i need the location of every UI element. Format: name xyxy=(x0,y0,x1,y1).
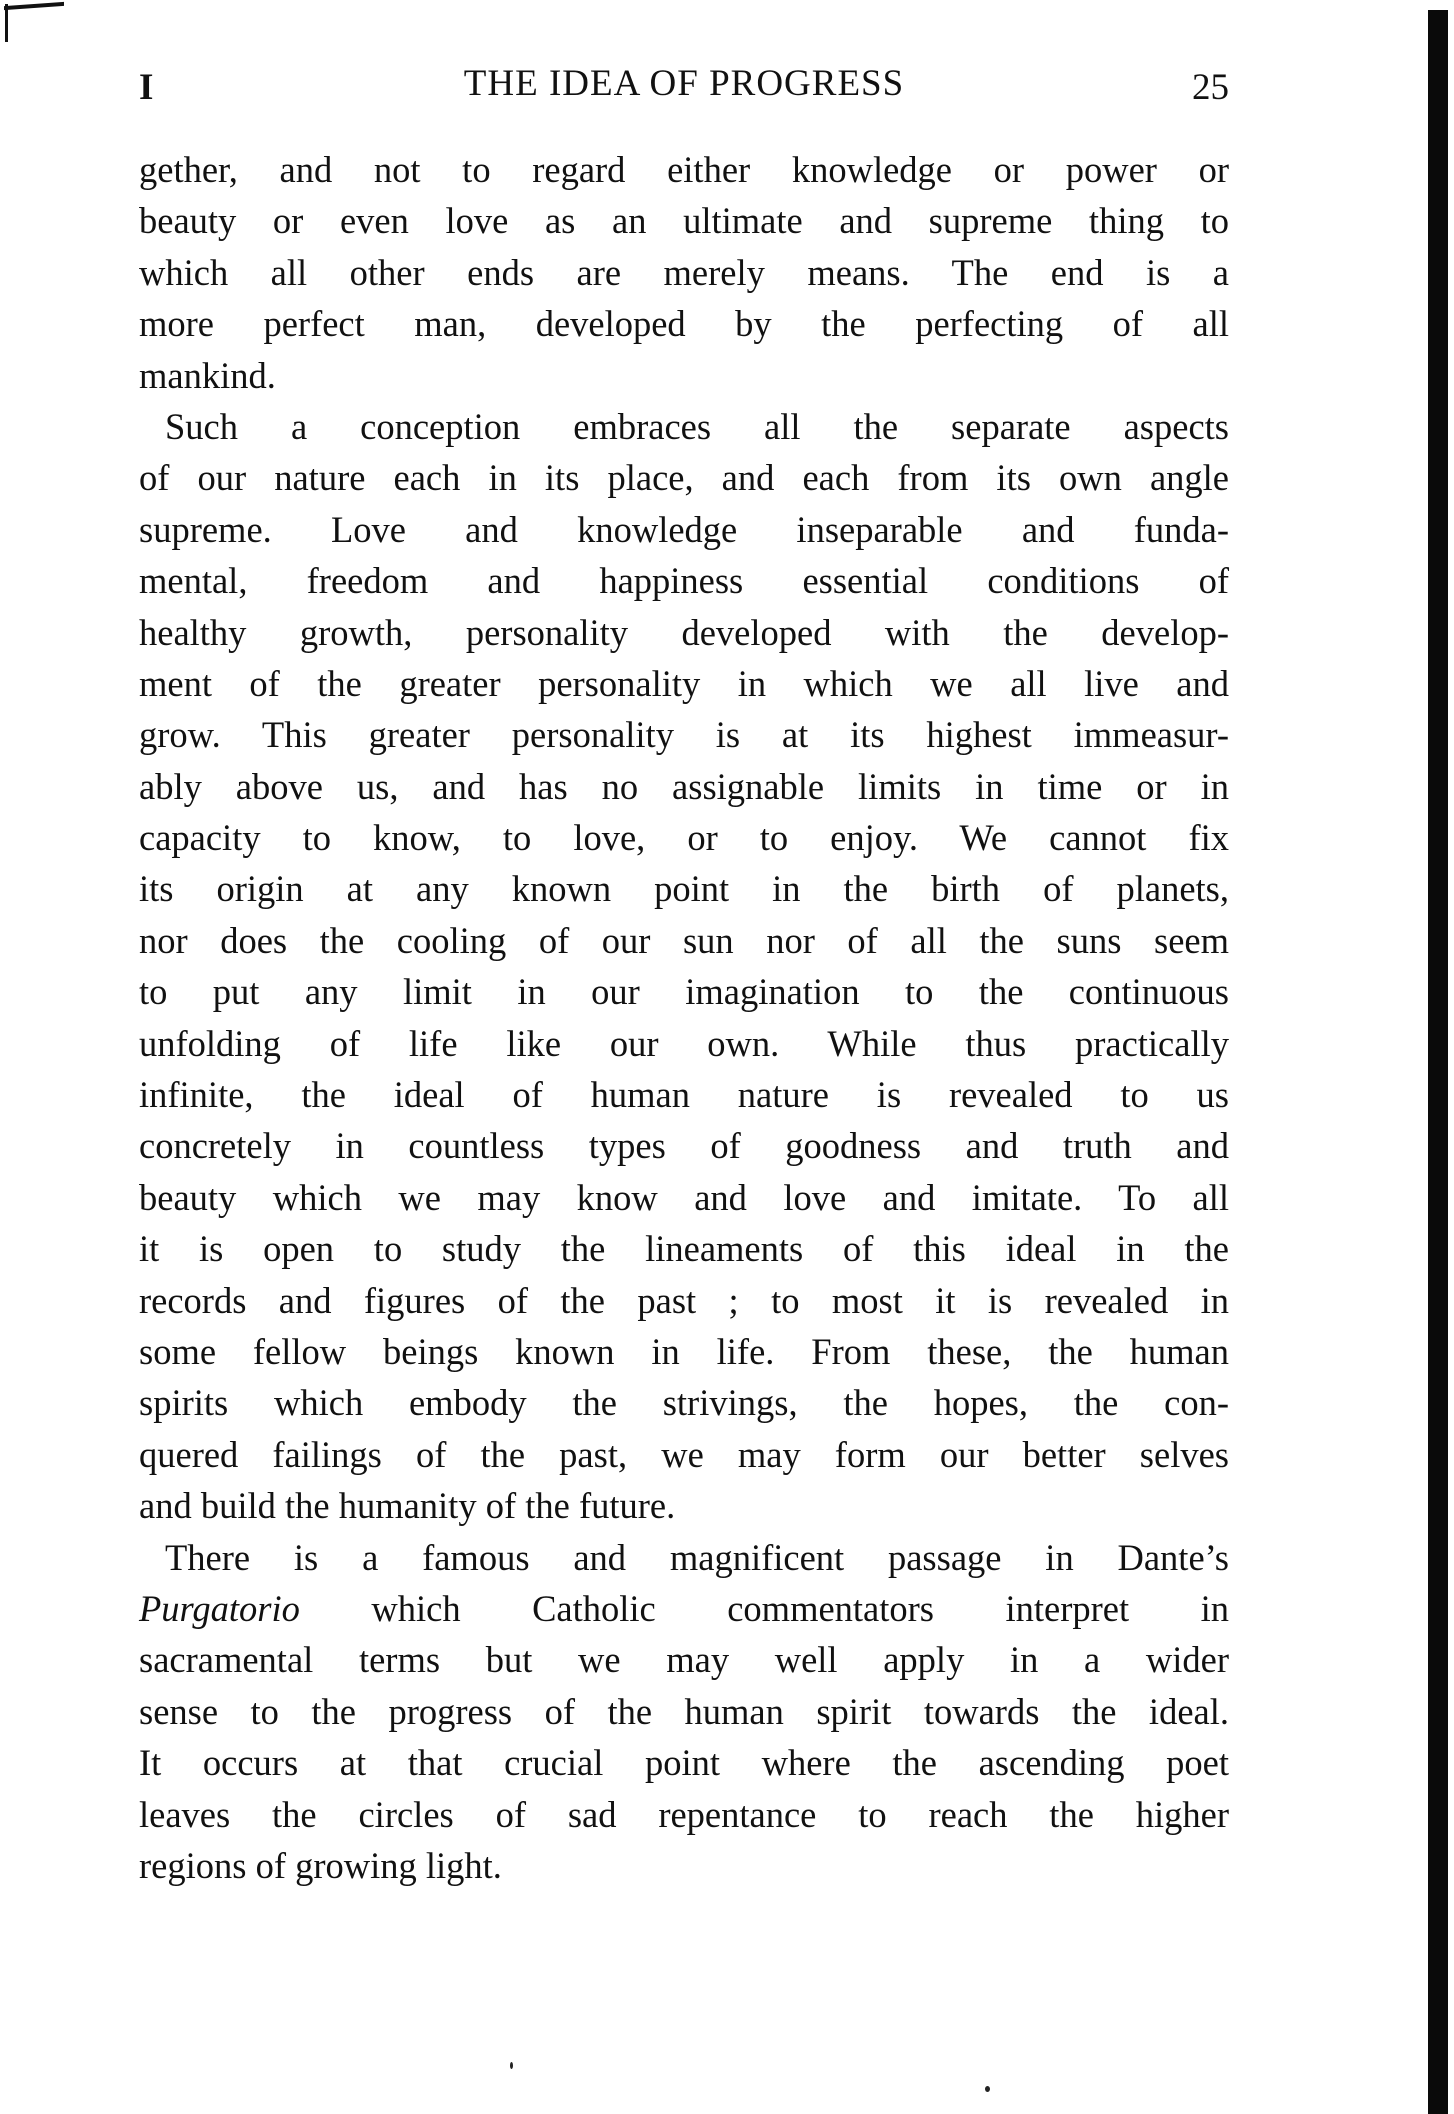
scan-corner-mark xyxy=(4,2,64,10)
text-line: its origin at any known point in the birth of planets, xyxy=(139,868,1229,910)
running-header xyxy=(139,62,1229,112)
text-line: mental, freedom and happiness essential conditions of xyxy=(139,560,1229,602)
text-line: ment of the greater personality in which we all live and xyxy=(139,662,1229,704)
text-line: more perfect man, developed by the perfecting of all xyxy=(139,303,1229,345)
text-line: sacramental terms but we may well apply in a wider xyxy=(139,1639,1229,1681)
scan-speck xyxy=(510,2062,513,2069)
text-line: ably above us, and has no assignable limits in time or in xyxy=(139,765,1229,807)
text-line: supreme. Love and knowledge inseparable and funda- xyxy=(139,508,1229,550)
text-line: quered failings of the past, we may form our better selves xyxy=(139,1433,1229,1475)
text-line: concretely in countless types of goodness and truth and xyxy=(139,1125,1229,1167)
text-line: leaves the circles of sad repentance to reach the higher xyxy=(139,1793,1229,1835)
scan-page-edge-bar xyxy=(1428,10,1448,2114)
text-line: mankind. xyxy=(139,354,276,396)
text-line: gether, and not to regard either knowledge or power or xyxy=(139,149,1229,190)
text-line: infinite, the ideal of human nature is revealed to us xyxy=(139,1074,1229,1116)
chapter-number: I xyxy=(139,67,154,108)
text-line: it is open to study the lineaments of this ideal in the xyxy=(139,1228,1229,1270)
text-line: grow. This greater personality is at its highest immeasur- xyxy=(139,714,1229,756)
text-line xyxy=(139,1583,1229,1634)
running-title: THE IDEA OF PROGRESS xyxy=(463,63,905,104)
text-line: healthy growth, personality developed with the develop- xyxy=(139,611,1229,653)
text-line: beauty or even love as an ultimate and supreme thing to xyxy=(139,200,1229,242)
text-line: spirits which embody the strivings, the hopes, the con- xyxy=(139,1382,1229,1424)
text-line: which all other ends are merely means. The end is a xyxy=(139,251,1229,293)
scan-speck xyxy=(985,2086,990,2092)
text-line-rest: which Catholic commentators interpret in xyxy=(299,1587,1229,1629)
scan-corner-mark-vertical xyxy=(5,4,8,42)
paragraph xyxy=(139,401,1229,1532)
text-line: records and figures of the past ; to most it is revealed in xyxy=(139,1279,1229,1321)
text-line: and build the humanity of the future. xyxy=(139,1485,676,1527)
text-line: capacity to know, to love, or to enjoy. We cannot fix xyxy=(139,817,1229,859)
paragraph xyxy=(139,1532,1229,1892)
text-line: nor does the cooling of our sun nor of all the suns seem xyxy=(139,919,1229,961)
text-line: It occurs at that crucial point where the ascending poet xyxy=(139,1742,1229,1784)
text-line: of our nature each in its place, and each from its own angle xyxy=(139,457,1229,499)
paragraph xyxy=(139,144,1229,401)
italic-title: Purgatorio xyxy=(139,1587,300,1629)
text-line: to put any limit in our imagination to the continuous xyxy=(139,971,1229,1013)
text-line: There is a famous and magnificent passage in Dante’s xyxy=(165,1536,1229,1578)
text-line: unfolding of life like our own. While thus practically xyxy=(139,1022,1229,1064)
text-line: regions of growing light. xyxy=(139,1844,502,1886)
page-number: 25 xyxy=(1192,67,1229,108)
text-line: beauty which we may know and love and imitate. To all xyxy=(139,1176,1229,1218)
text-line: Such a conception embraces all the separate aspects xyxy=(165,405,1229,447)
text-line: some fellow beings known in life. From these, the human xyxy=(139,1330,1229,1372)
body-text xyxy=(139,144,1229,1891)
text-line: sense to the progress of the human spirit towards the ideal. xyxy=(139,1690,1229,1732)
